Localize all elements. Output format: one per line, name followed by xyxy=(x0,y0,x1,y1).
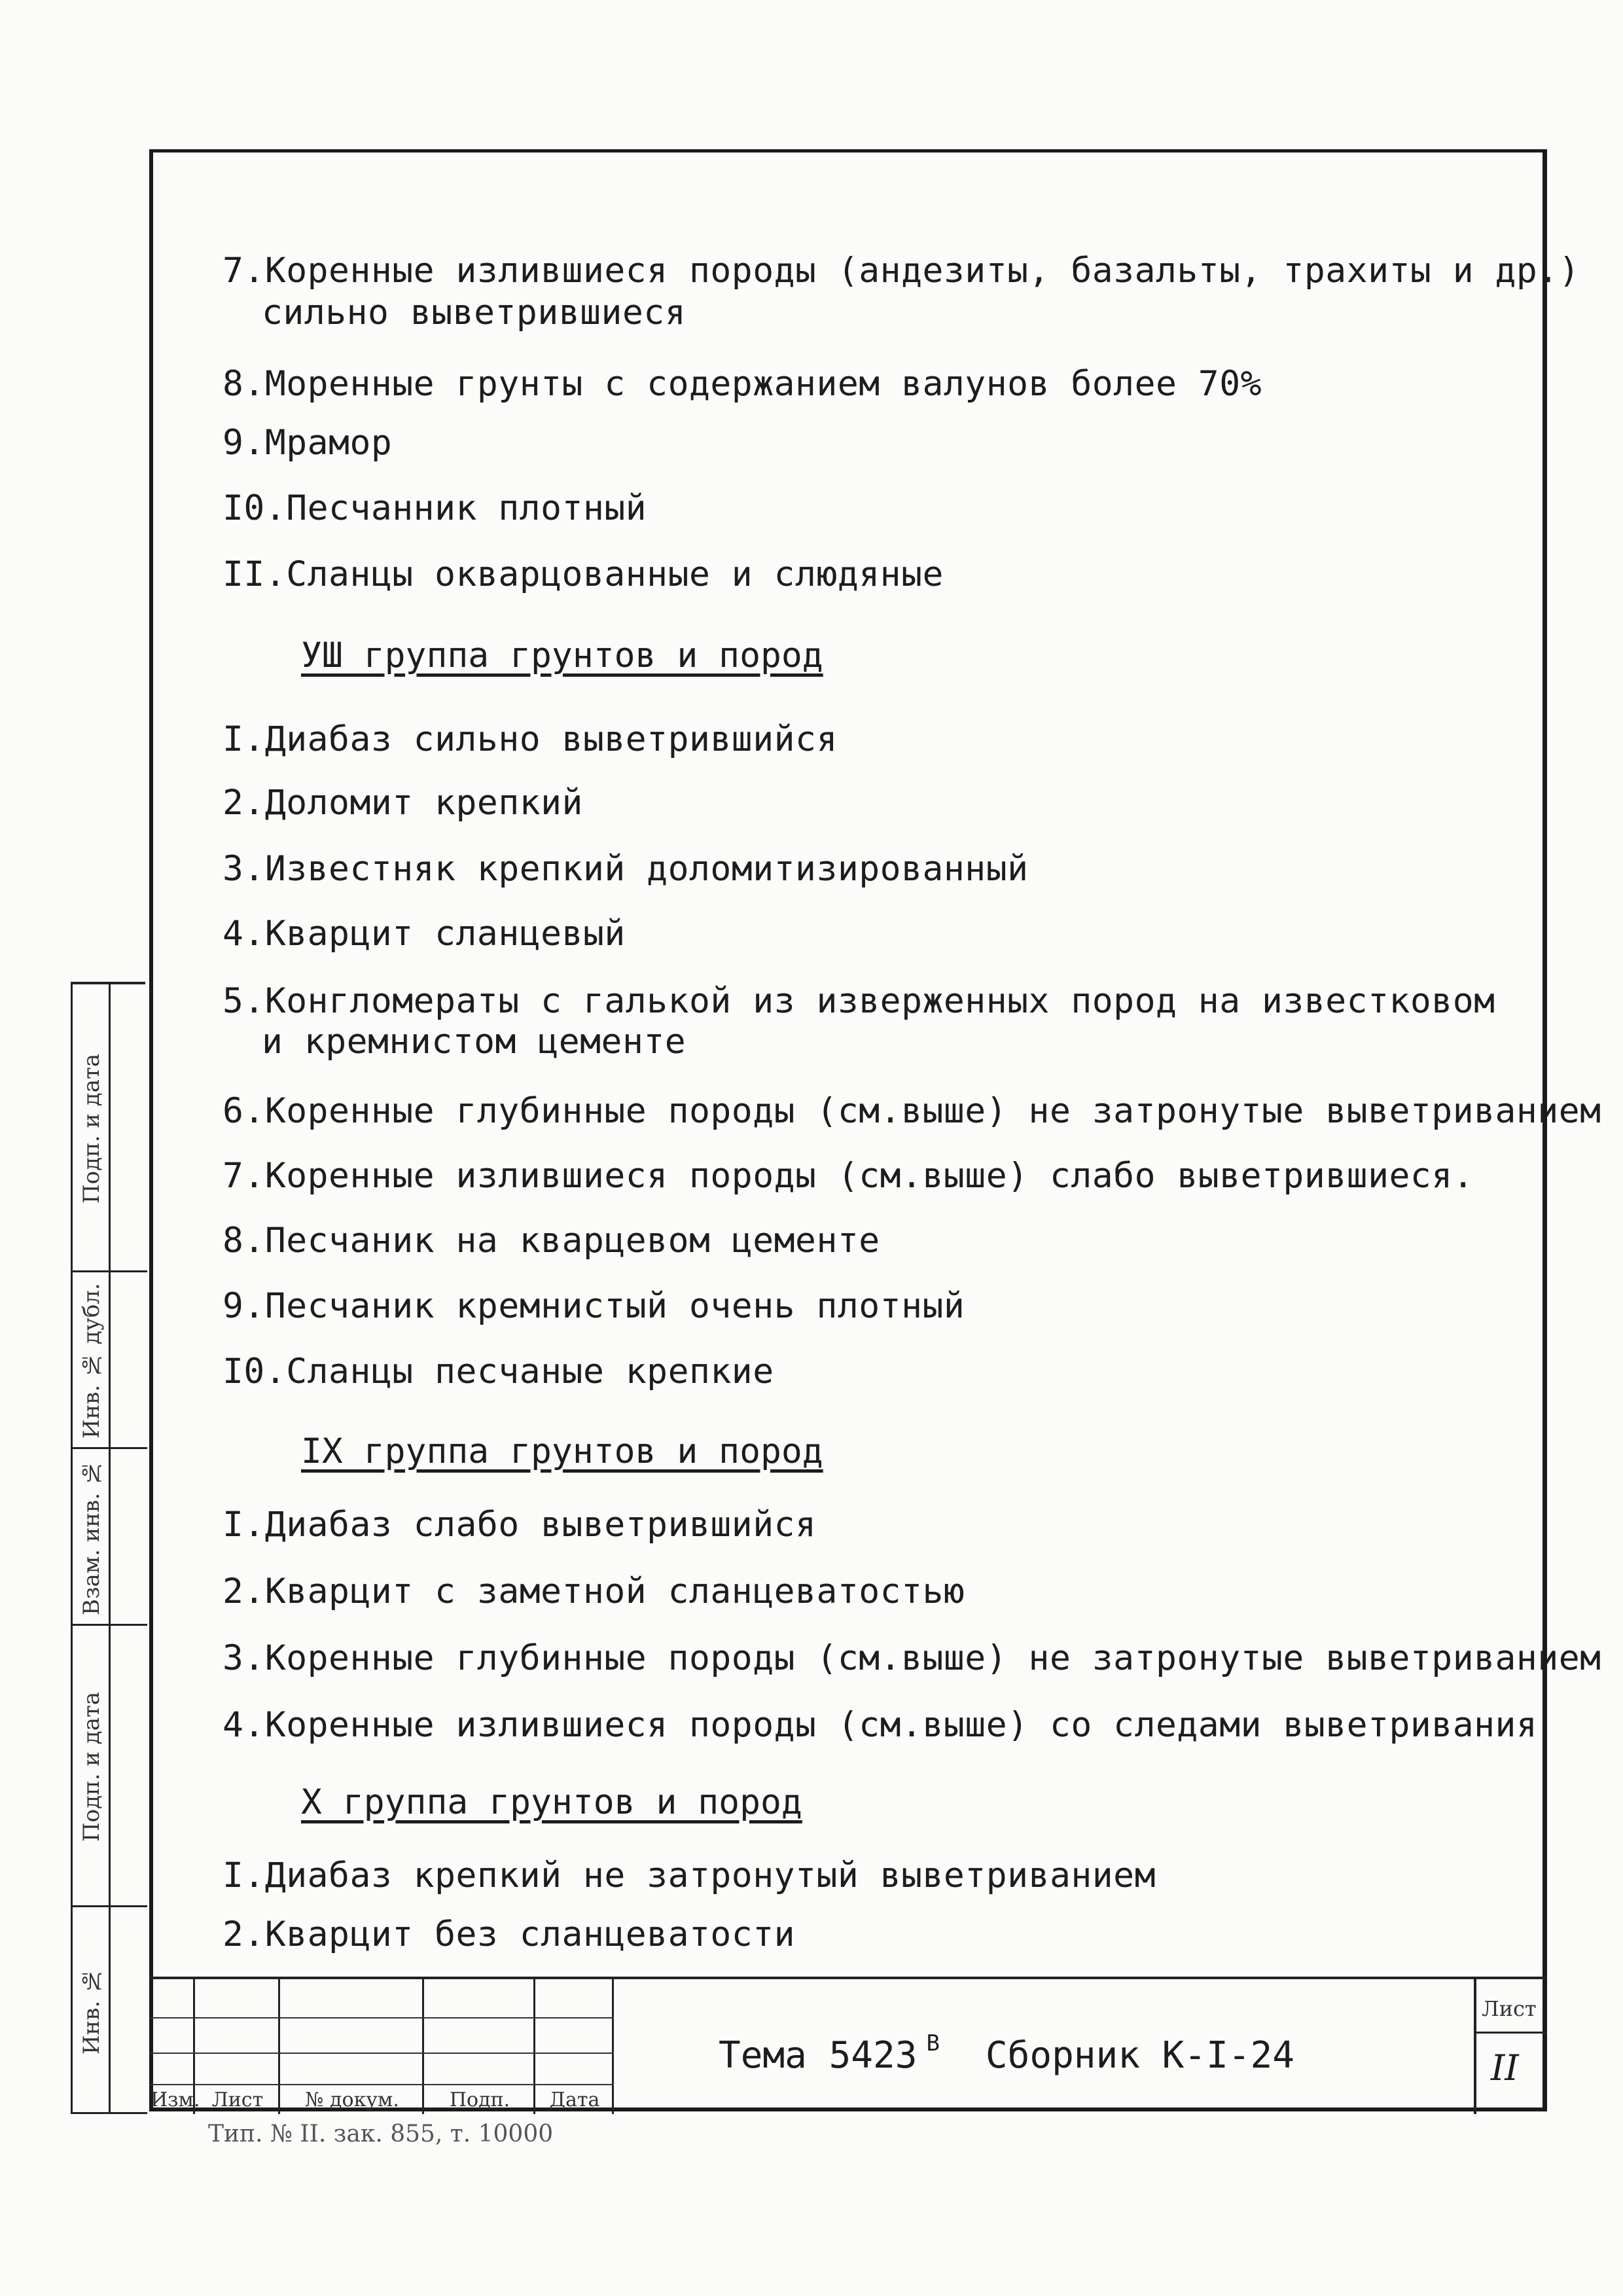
section-heading: УШ группа грунтов и пород xyxy=(301,636,823,675)
list-item: 8.Моренные грунты с содержанием валунов более 70% xyxy=(223,364,1262,404)
list-item: 7.Коренные излившиеся породы (андезиты, базальты, трахиты и др.) xyxy=(223,251,1580,291)
list-item: I.Диабаз сильно выветрившийся xyxy=(223,719,838,759)
sheet-divider xyxy=(1476,2032,1547,2034)
list-item: 3.Известняк крепкий доломитизированный xyxy=(223,849,1029,889)
stamp-cell xyxy=(73,984,147,1272)
list-item: 7.Коренные излившиеся породы (см.выше) слабо выветрившиеся. xyxy=(223,1156,1474,1196)
section-heading: IX группа грунтов и пород xyxy=(301,1431,823,1471)
list-item: 4.Кварцит сланцевый xyxy=(223,914,626,954)
collection-label: Сборник К-I-24 xyxy=(985,2034,1294,2077)
grid-row-line xyxy=(149,2084,614,2085)
column-label: Подп. xyxy=(449,2089,510,2111)
list-item: 3.Коренные глубинные породы (см.выше) не затронутые выветриванием xyxy=(223,1638,1601,1678)
list-item: 4.Коренные излившиеся породы (см.выше) со следами выветривания xyxy=(223,1705,1538,1745)
list-item: 2.Кварцит с заметной сланцеватостью xyxy=(223,1571,965,1611)
list-item: 9.Мрамор xyxy=(223,423,393,463)
list-item: 5.Конгломераты с галькой из изверженных пород на известковом xyxy=(223,981,1495,1021)
list-item: 6.Коренные глубинные породы (см.выше) не затронутые выветриванием xyxy=(223,1091,1601,1131)
theme-superscript: В xyxy=(926,2030,940,2056)
stamp-cell xyxy=(73,1272,147,1449)
grid-row-line xyxy=(149,2017,614,2018)
stamp-label: Инв. № xyxy=(79,1967,105,2054)
sheet-label: Лист xyxy=(1482,1996,1537,2021)
list-item: I.Диабаз крепкий не затронутый выветриванием xyxy=(223,1856,1156,1895)
column-label: Изм. xyxy=(151,2089,200,2111)
column-label: № докум. xyxy=(305,2089,399,2111)
document-title xyxy=(719,2030,1294,2077)
stamp-label: Подп. и дата xyxy=(79,1691,105,1842)
list-item: I0.Песчанник плотный xyxy=(223,488,647,528)
list-item-continuation: сильно выветрившиеся xyxy=(262,293,687,332)
list-item: I0.Сланцы песчаные крепкие xyxy=(223,1352,774,1391)
list-item: 2.Доломит крепкий xyxy=(223,783,583,823)
grid-row-line xyxy=(149,2053,614,2054)
section-heading: X группа грунтов и пород xyxy=(301,1782,802,1822)
stamp-label: Инв. № дубл. xyxy=(79,1283,105,1439)
print-footnote: Тип. № II. зак. 855, т. 10000 xyxy=(208,2121,554,2147)
stamp-label: Взам. инв. № xyxy=(79,1460,105,1615)
list-item: I.Диабаз слабо выветрившийся xyxy=(223,1505,817,1545)
column-label: Дата xyxy=(549,2089,600,2111)
left-stamp xyxy=(71,982,145,2114)
stamp-cell xyxy=(73,1626,147,1907)
list-item-continuation: и кремнистом цементе xyxy=(262,1022,687,1062)
list-item: 9.Песчаник кремнистый очень плотный xyxy=(223,1286,965,1326)
stamp-cell xyxy=(73,1907,147,2114)
revision-grid xyxy=(149,1979,614,2114)
sheet-number: II xyxy=(1491,2047,1519,2089)
title-block xyxy=(149,1977,1547,2111)
list-item: 2.Кварцит без сланцеватости xyxy=(223,1914,796,1954)
stamp-cell xyxy=(73,1449,147,1626)
list-item: II.Сланцы окварцованные и слюдяные xyxy=(223,554,944,594)
stamp-label: Подп. и дата xyxy=(79,1053,105,1204)
theme-label: Тема 5423 xyxy=(719,2034,918,2077)
sheet-box xyxy=(1474,1979,1547,2114)
column-label: Лист xyxy=(211,2089,264,2111)
list-item: 8.Песчаник на кварцевом цементе xyxy=(223,1221,880,1261)
